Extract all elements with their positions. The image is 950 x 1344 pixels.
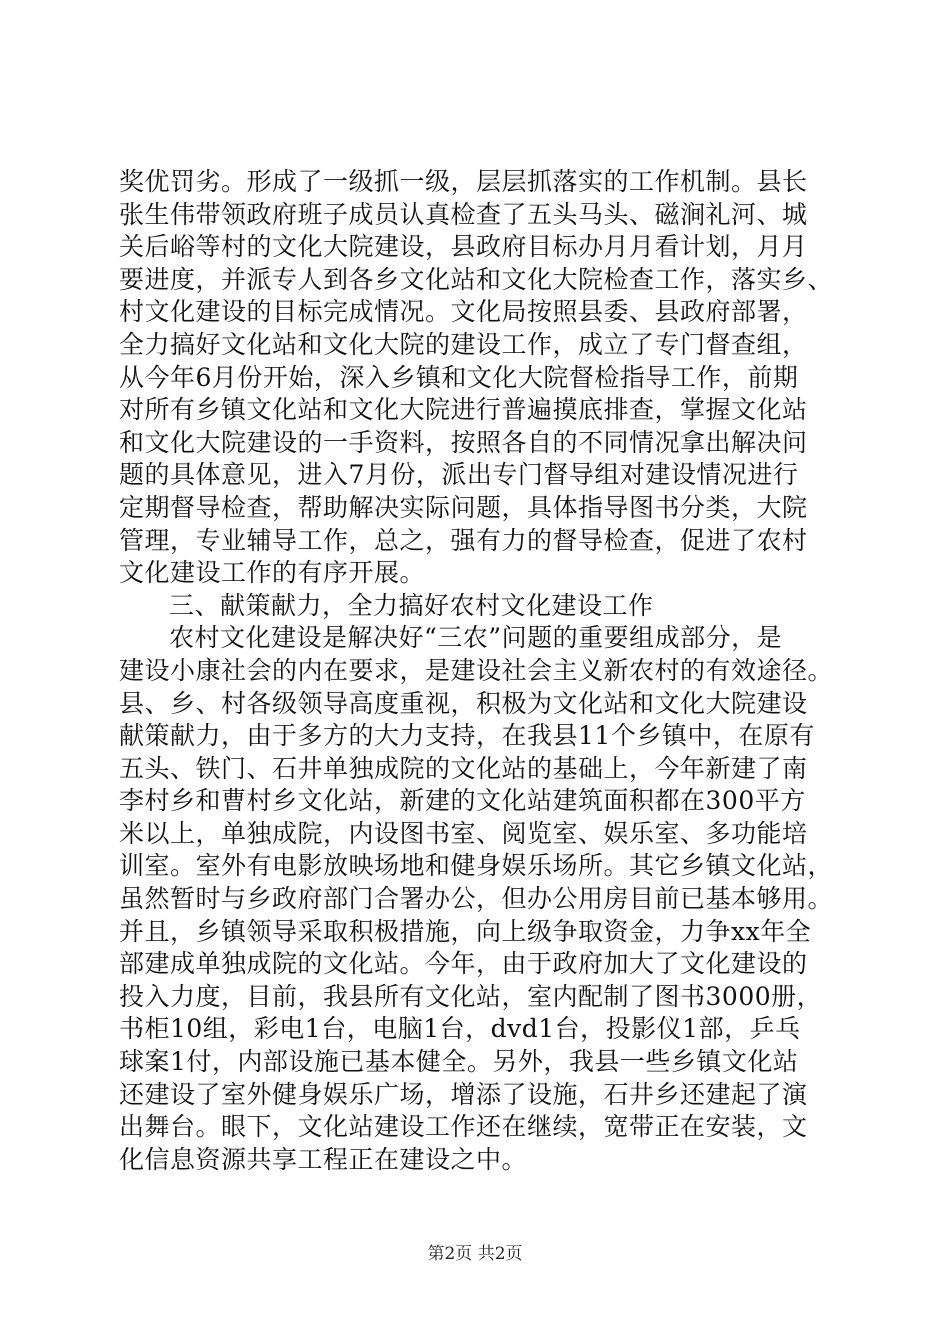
text-line: 球案1付，内部设施已基本健全。另外，我县一些乡镇文化站 xyxy=(119,1047,799,1077)
paragraph-first-line: 农村文化建设是解决好“三农”问题的重要组成部分，是 xyxy=(169,623,783,653)
text-line: 要进度，并派专人到各乡文化站和文化大院检查工作，落实乡、 xyxy=(119,264,834,294)
section-heading: 三、献策献力，全力搞好农村文化建设工作 xyxy=(169,590,654,620)
text-line: 题的具体意见，进入7月份，派出专门督导组对建设情况进行 xyxy=(119,460,799,490)
text-line: 建设小康社会的内在要求，是建设社会主义新农村的有效途径。 xyxy=(119,655,834,685)
body-text xyxy=(119,166,839,1176)
text-line: 投入力度，目前，我县所有文化站，室内配制了图书3000册， xyxy=(119,981,823,1011)
text-line: 奖优罚劣。形成了一级抓一级，层层抓落实的工作机制。县长 xyxy=(119,167,808,196)
text-line: 出舞台。眼下，文化站建设工作还在继续，宽带正在安装，文 xyxy=(119,1112,808,1142)
text-line: 县、乡、村各级领导高度重视，积极为文化站和文化大院建设 xyxy=(119,688,808,718)
text-line: 张生伟带领政府班子成员认真检查了五头马头、磁涧礼河、城 xyxy=(119,199,808,229)
text-line: 并且，乡镇领导采取积极措施，向上级争取资金，力争xx年全 xyxy=(119,916,812,946)
text-line: 文化建设工作的有序开展。 xyxy=(119,558,426,588)
text-line: 李村乡和曹村乡文化站，新建的文化站建筑面积都在300平方 xyxy=(119,786,806,816)
text-line: 虽然暂时与乡政府部门合署办公，但办公用房目前已基本够用。 xyxy=(119,884,834,914)
page-number-footer: 第2页 共2页 xyxy=(427,1244,523,1264)
text-line: 定期督导检查，帮助解决实际问题，具体指导图书分类，大院 xyxy=(119,492,808,522)
text-line: 部建成单独成院的文化站。今年，由于政府加大了文化建设的 xyxy=(119,949,808,979)
text-line: 化信息资源共享工程正在建设之中。 xyxy=(119,1144,528,1174)
text-line: 从今年6月份开始，深入乡镇和文化大院督检指导工作，前期 xyxy=(119,362,799,392)
text-line: 管理，专业辅导工作，总之，强有力的督导检查，促进了农村 xyxy=(119,525,808,555)
text-line: 五头、铁门、石井单独成院的文化站的基础上，今年新建了南 xyxy=(119,753,808,783)
text-line: 还建设了室外健身娱乐广场，增添了设施，石井乡还建起了演 xyxy=(119,1079,808,1109)
text-line: 对所有乡镇文化站和文化大院进行普遍摸底排查，掌握文化站 xyxy=(119,395,808,425)
text-line: 献策献力，由于多方的大力支持，在我县11个乡镇中，在原有 xyxy=(119,721,815,751)
text-line: 关后峪等村的文化大院建设，县政府目标办月月看计划，月月 xyxy=(119,232,808,262)
text-line: 训室。室外有电影放映场地和健身娱乐场所。其它乡镇文化站， xyxy=(119,851,834,881)
text-line: 村文化建设的目标完成情况。文化局按照县委、县政府部署， xyxy=(119,297,808,327)
text-line: 米以上，单独成院，内设图书室、阅览室、娱乐室、多功能培 xyxy=(119,818,808,848)
text-line: 全力搞好文化站和文化大院的建设工作，成立了专门督查组， xyxy=(119,329,808,359)
text-line: 和文化大院建设的一手资料，按照各自的不同情况拿出解决问 xyxy=(119,427,808,457)
text-line: 书柜10组，彩电1台，电脑1台，dvd1台，投影仪1部，乒乓 xyxy=(119,1014,801,1044)
